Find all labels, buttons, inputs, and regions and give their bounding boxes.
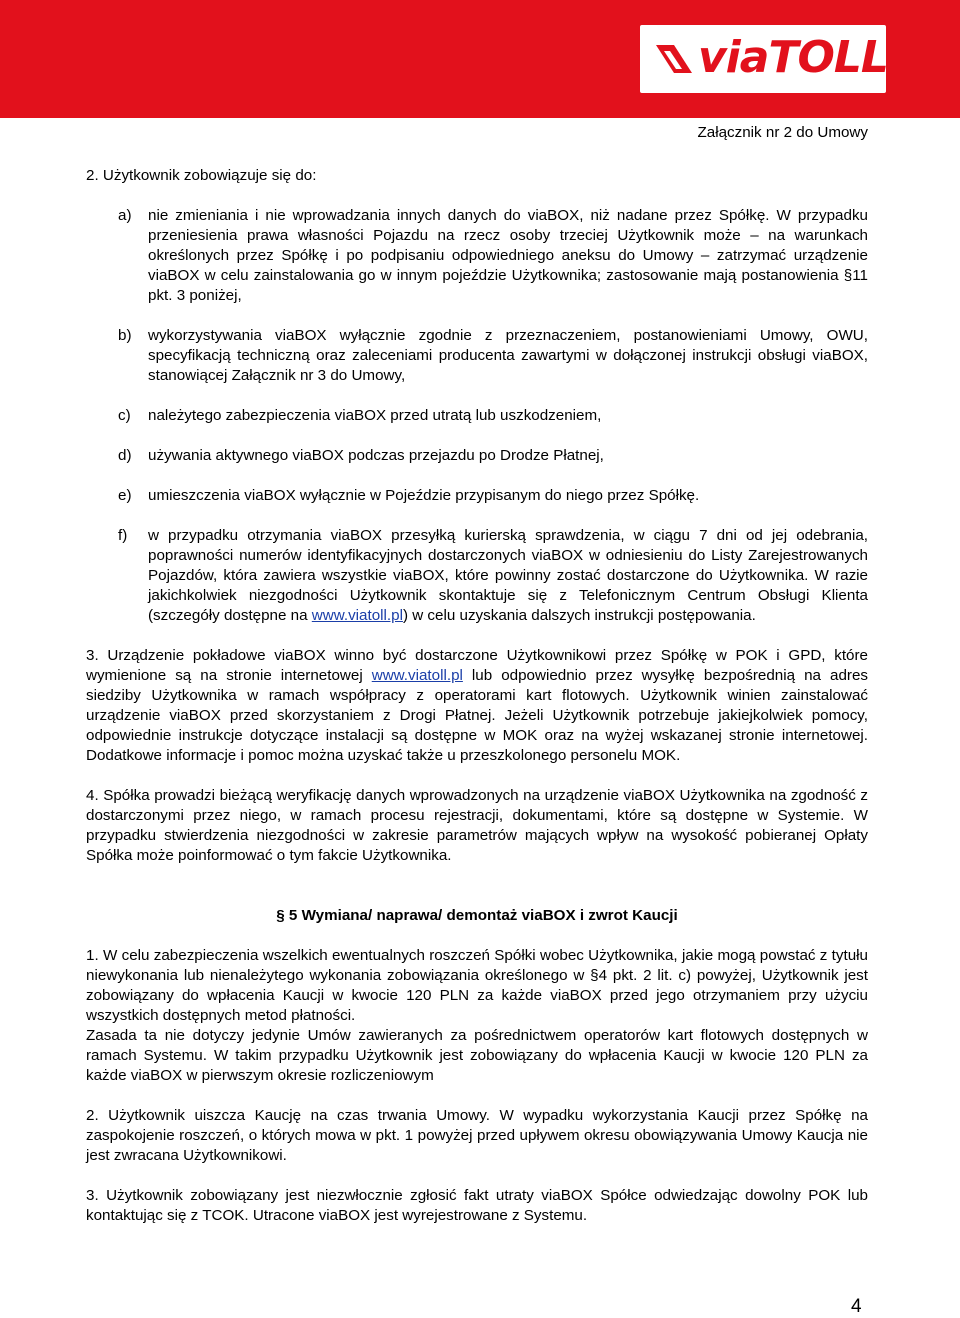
section-3-text-start: 3. Urządzenie pokładowe viaBOX winno być dostarczone Użytkownikowi przez Spółkę w POK i GPD, które wymienione są na stronie internetowej bbox=[86, 647, 868, 684]
document-body bbox=[86, 166, 868, 1226]
paragraph-5-title: § 5 Wymiana/ naprawa/ demontaż viaBOX i zwrot Kaucji bbox=[276, 907, 678, 924]
list-item-text-start: w przypadku otrzymania viaBOX przesyłką kurierską sprawdzenia, w ciągu 7 dni od jej odebrania, poprawności numerów identyfikacyjnych dostarczonych viaBOX w odniesieniu do Listy Zarejestrowanych Pojazdów, która zawiera wszystkie viaBOX, które powinny zostać dostarczone do Użytkownika. W razie jakichkolwiek niezgodności Użytkownik skontaktuje się z Telefonicznym Centrum Obsługi Klienta (szczegóły dostępne na bbox=[148, 527, 868, 624]
paragraph-5-point-1: 1. W celu zabezpieczenia wszelkich ewentualnych roszczeń Spółki wobec Użytkownika, jakie mogą powstać z tytułu niewykonania lub nienależytego wykonania zobowiązania określonego w §4 pkt. 2 lit. c) powyżej, Użytkownik jest zobowiązany do wpłacenia Kaucji w kwocie 120 PLN za każde viaBOX przed jego otrzymaniem przy użyciu wszystkich dostępnych metod płatności. bbox=[86, 947, 868, 1024]
paragraph-5-point-1-exception: Zasada ta nie dotyczy jedynie Umów zawieranych za pośrednictwem operatorów kart flotowych dostępnych w ramach Systemu. W takim przypadku Użytkownik jest zobowiązany do wpłacenia Kaucji w kwocie 120 PLN za każde viaBOX w pierwszym okresie rozliczeniowym bbox=[86, 1027, 868, 1084]
attachment-label: Załącznik nr 2 do Umowy bbox=[697, 124, 868, 141]
list-item-marker: b) bbox=[118, 327, 132, 344]
list-item bbox=[118, 486, 868, 506]
logo-text: viaTOLL bbox=[698, 32, 888, 83]
list-item-text: umieszczenia viaBOX wyłącznie w Pojeździe przypisanym do niego przez Spółkę. bbox=[148, 487, 700, 504]
list-item-text: używania aktywnego viaBOX podczas przejazdu po Drodze Płatnej, bbox=[148, 447, 604, 464]
list-item-text bbox=[148, 526, 868, 626]
viatoll-link[interactable]: www.viatoll.pl bbox=[311, 607, 403, 624]
viatoll-link[interactable]: www.viatoll.pl bbox=[371, 667, 463, 684]
list-item-marker: e) bbox=[118, 487, 132, 504]
section-3-text-end: lub odpowiednio przez wysyłkę bezpośrednią na adres siedziby Użytkownika w ramach współpracy z operatorami kart flotowych. Użytkownik winien zainstalować urządzenie viaBOX przed skorzystaniem z Drogi Płatnej. Jeżeli Użytkownik potrzebuje jakiejkolwiek pomocy, odpowiednie instrukcje dotyczące instalacji są dostępne w MOK oraz na wyżej wskazanej stronie internetowej. Dodatkowe informacje i pomoc można uzyskać także u przeszkolonego personelu MOK. bbox=[86, 667, 868, 764]
list-item-text: nie zmieniania i nie wprowadzania innych danych do viaBOX, niż nadane przez Spółkę. W przypadku przeniesienia prawa własności Pojazdu na rzecz osoby trzeciej Użytkownik może – na warunkach określonych przez Spółkę i po podpisaniu odpowiedniego aneksu do Umowy – zatrzymać urządzenie viaBOX w celu zainstalowania go w innym pojeździe Użytkownika; zastosowanie mają postanowienia §11 pkt. 3 poniżej, bbox=[148, 207, 868, 304]
list-item bbox=[118, 446, 868, 466]
list-item-marker: d) bbox=[118, 447, 132, 464]
page-number: 4 bbox=[851, 1296, 862, 1317]
viatoll-logo bbox=[640, 25, 886, 93]
road-logo-icon bbox=[654, 39, 694, 79]
section-3-paragraph bbox=[86, 646, 868, 766]
list-item-text-end: ) w celu uzyskania dalszych instrukcji postępowania. bbox=[402, 607, 756, 624]
paragraph-5-point-3: 3. Użytkownik zobowiązany jest niezwłocznie zgłosić fakt utraty viaBOX Spółce odwiedzając dowolny POK lub kontaktując się z TCOK. Utracone viaBOX jest wyrejestrowane z Systemu. bbox=[86, 1187, 868, 1224]
section-2-intro: 2. Użytkownik zobowiązuje się do: bbox=[86, 167, 317, 184]
list-item bbox=[118, 406, 868, 426]
list-item-marker: c) bbox=[118, 407, 131, 424]
list-item-text: należytego zabezpieczenia viaBOX przed utratą lub uszkodzeniem, bbox=[148, 407, 602, 424]
paragraph-5-point-2: 2. Użytkownik uiszcza Kaucję na czas trwania Umowy. W wypadku wykorzystania Kaucji przez Spółkę na zaspokojenie roszczeń, o których mowa w pkt. 1 powyżej przed upływem okresu obowiązywania Umowy Kaucja nie jest zwracana Użytkownikowi. bbox=[86, 1107, 868, 1164]
list-item bbox=[118, 326, 868, 386]
list-item-text: wykorzystywania viaBOX wyłącznie zgodnie z przeznaczeniem, postanowieniami Umowy, OWU, specyfikacją techniczną oraz zaleceniami producenta zawartymi w dołączonej instrukcji obsługi viaBOX, stanowiącej Załącznik nr 3 do Umowy, bbox=[148, 327, 868, 384]
header-band bbox=[0, 0, 960, 118]
list-item-marker: a) bbox=[118, 207, 132, 224]
obligations-list bbox=[86, 206, 868, 626]
list-item-marker: f) bbox=[118, 527, 128, 544]
list-item bbox=[118, 206, 868, 306]
section-4-paragraph: 4. Spółka prowadzi bieżącą weryfikację danych wprowadzonych na urządzenie viaBOX Użytkownika na zgodność z dostarczonymi przez niego, w ramach procesu rejestracji, dokumentami, które są dostępne w Systemie. W przypadku stwierdzenia niezgodności w zakresie parametrów mających wpływ na wysokość pobieranej Opłaty Spółka może poinformować o tym fakcie Użytkownika. bbox=[86, 787, 868, 864]
list-item bbox=[118, 526, 868, 626]
